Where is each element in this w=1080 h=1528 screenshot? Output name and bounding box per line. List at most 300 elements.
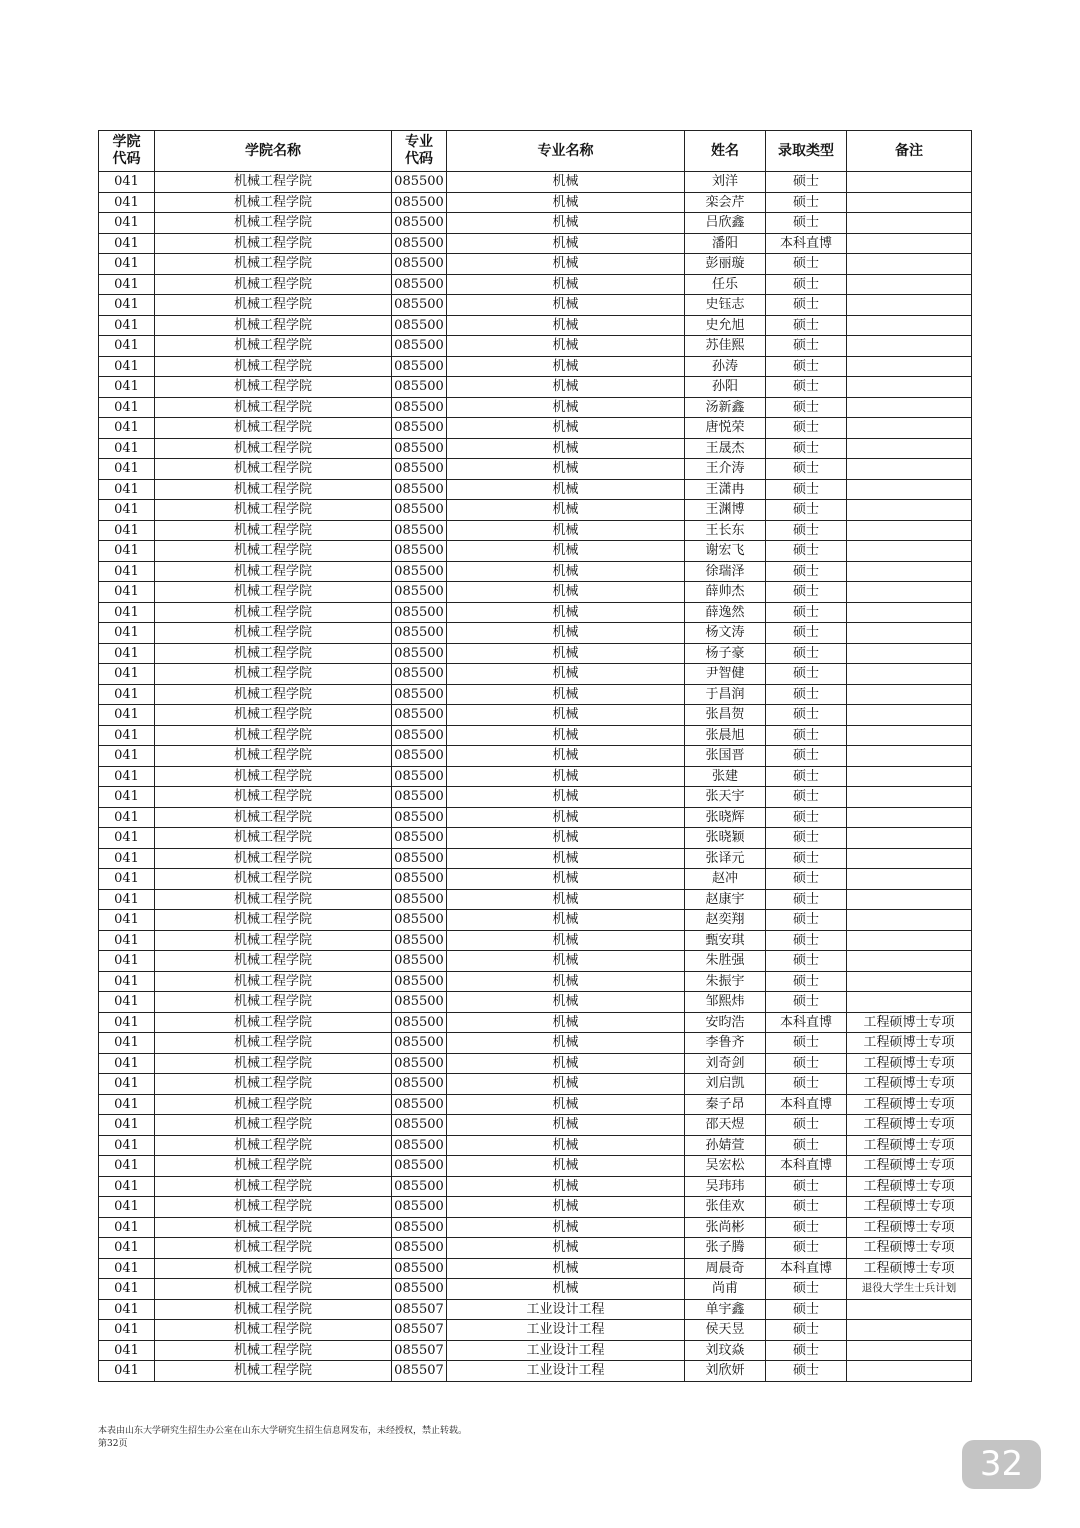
major-name-cell: 机械 xyxy=(447,541,685,562)
admission-type-cell: 硕士 xyxy=(766,1299,847,1320)
admission-type-cell: 硕士 xyxy=(766,910,847,931)
major-code-cell: 085500 xyxy=(392,807,447,828)
major-code-cell: 085500 xyxy=(392,541,447,562)
table-row xyxy=(99,623,972,644)
major-code-cell: 085500 xyxy=(392,910,447,931)
admission-type-cell: 本科直博 xyxy=(766,1156,847,1177)
student-name-cell: 史允旭 xyxy=(685,315,766,336)
major-code-cell: 085500 xyxy=(392,725,447,746)
remark-cell xyxy=(847,1320,972,1341)
major-code-cell: 085500 xyxy=(392,1197,447,1218)
college-name-cell: 机械工程学院 xyxy=(155,1094,392,1115)
college-code-cell: 041 xyxy=(99,1053,155,1074)
table-row xyxy=(99,1258,972,1279)
student-name-cell: 孙涛 xyxy=(685,356,766,377)
table-row xyxy=(99,356,972,377)
table-row xyxy=(99,951,972,972)
student-name-cell: 彭丽璇 xyxy=(685,254,766,275)
admission-type-cell: 本科直博 xyxy=(766,1012,847,1033)
student-name-cell: 孙婧萱 xyxy=(685,1135,766,1156)
admission-type-cell: 硕士 xyxy=(766,336,847,357)
college-code-cell: 041 xyxy=(99,1299,155,1320)
admission-type-cell: 硕士 xyxy=(766,787,847,808)
college-name-cell: 机械工程学院 xyxy=(155,295,392,316)
college-code-cell: 041 xyxy=(99,930,155,951)
remark-cell: 工程硕博士专项 xyxy=(847,1217,972,1238)
major-name-cell: 机械 xyxy=(447,1279,685,1300)
major-code-cell: 085500 xyxy=(392,1033,447,1054)
student-name-cell: 王介涛 xyxy=(685,459,766,480)
admission-type-cell: 硕士 xyxy=(766,213,847,234)
admission-type-cell: 硕士 xyxy=(766,869,847,890)
col-remarks xyxy=(847,131,972,172)
table-row xyxy=(99,520,972,541)
major-code-cell: 085507 xyxy=(392,1340,447,1361)
page-number-label: 第32页 xyxy=(98,1439,128,1449)
student-name-cell: 张译元 xyxy=(685,848,766,869)
college-name-cell: 机械工程学院 xyxy=(155,377,392,398)
major-code-cell: 085500 xyxy=(392,602,447,623)
college-name-cell: 机械工程学院 xyxy=(155,602,392,623)
college-code-cell: 041 xyxy=(99,664,155,685)
table-row xyxy=(99,828,972,849)
table-row xyxy=(99,971,972,992)
major-code-cell: 085500 xyxy=(392,315,447,336)
admission-type-cell: 硕士 xyxy=(766,971,847,992)
major-name-cell: 机械 xyxy=(447,1033,685,1054)
admission-type-cell: 硕士 xyxy=(766,766,847,787)
col-student-name xyxy=(685,131,766,172)
college-name-cell: 机械工程学院 xyxy=(155,1074,392,1095)
table-row xyxy=(99,233,972,254)
college-name-cell: 机械工程学院 xyxy=(155,1217,392,1238)
table-row xyxy=(99,992,972,1013)
page-number-badge: 32 xyxy=(962,1440,1041,1489)
college-code-cell: 041 xyxy=(99,1197,155,1218)
table-row xyxy=(99,315,972,336)
header-text: 录取类型 xyxy=(778,142,834,159)
remark-cell xyxy=(847,930,972,951)
major-name-cell: 机械 xyxy=(447,1238,685,1259)
college-code-cell: 041 xyxy=(99,1258,155,1279)
college-name-cell: 机械工程学院 xyxy=(155,664,392,685)
admission-type-cell: 硕士 xyxy=(766,1135,847,1156)
remark-cell xyxy=(847,807,972,828)
remark-cell xyxy=(847,295,972,316)
major-name-cell: 机械 xyxy=(447,520,685,541)
table-row xyxy=(99,295,972,316)
major-name-cell: 机械 xyxy=(447,1053,685,1074)
header-text: 专业 xyxy=(405,134,433,150)
major-name-cell: 机械 xyxy=(447,233,685,254)
major-name-cell: 机械 xyxy=(447,971,685,992)
college-name-cell: 机械工程学院 xyxy=(155,807,392,828)
admission-type-cell: 硕士 xyxy=(766,643,847,664)
major-code-cell: 085500 xyxy=(392,623,447,644)
college-name-cell: 机械工程学院 xyxy=(155,1258,392,1279)
college-code-cell: 041 xyxy=(99,233,155,254)
college-name-cell: 机械工程学院 xyxy=(155,541,392,562)
college-name-cell: 机械工程学院 xyxy=(155,1279,392,1300)
major-name-cell: 机械 xyxy=(447,1135,685,1156)
college-code-cell: 041 xyxy=(99,274,155,295)
table-row xyxy=(99,807,972,828)
student-name-cell: 刘欣妍 xyxy=(685,1361,766,1382)
header-text: 姓名 xyxy=(711,142,739,159)
remark-cell xyxy=(847,233,972,254)
college-name-cell: 机械工程学院 xyxy=(155,438,392,459)
college-name-cell: 机械工程学院 xyxy=(155,1299,392,1320)
table-row xyxy=(99,397,972,418)
student-name-cell: 杨子豪 xyxy=(685,643,766,664)
remark-cell xyxy=(847,643,972,664)
admission-type-cell: 硕士 xyxy=(766,397,847,418)
major-code-cell: 085500 xyxy=(392,356,447,377)
admission-type-cell: 硕士 xyxy=(766,192,847,213)
major-code-cell: 085500 xyxy=(392,233,447,254)
major-name-cell: 机械 xyxy=(447,315,685,336)
remark-cell xyxy=(847,438,972,459)
major-code-cell: 085500 xyxy=(392,1115,447,1136)
major-code-cell: 085500 xyxy=(392,787,447,808)
student-name-cell: 徐瑞泽 xyxy=(685,561,766,582)
table-row xyxy=(99,274,972,295)
major-name-cell: 机械 xyxy=(447,192,685,213)
major-name-cell: 机械 xyxy=(447,992,685,1013)
admission-type-cell: 硕士 xyxy=(766,623,847,644)
header-text: 专业名称 xyxy=(537,142,594,159)
remark-cell xyxy=(847,766,972,787)
admission-type-cell: 硕士 xyxy=(766,1074,847,1095)
student-name-cell: 张建 xyxy=(685,766,766,787)
admission-type-cell: 硕士 xyxy=(766,561,847,582)
college-name-cell: 机械工程学院 xyxy=(155,725,392,746)
student-name-cell: 张天宇 xyxy=(685,787,766,808)
college-name-cell: 机械工程学院 xyxy=(155,1115,392,1136)
remark-cell xyxy=(847,397,972,418)
student-name-cell: 刘启凯 xyxy=(685,1074,766,1095)
major-code-cell: 085500 xyxy=(392,1238,447,1259)
college-name-cell: 机械工程学院 xyxy=(155,889,392,910)
admission-type-cell: 硕士 xyxy=(766,725,847,746)
remark-cell xyxy=(847,213,972,234)
admission-type-cell: 硕士 xyxy=(766,1279,847,1300)
major-code-cell: 085500 xyxy=(392,766,447,787)
major-code-cell: 085507 xyxy=(392,1299,447,1320)
admission-type-cell: 硕士 xyxy=(766,541,847,562)
page-footer xyxy=(98,1425,467,1451)
college-name-cell: 机械工程学院 xyxy=(155,643,392,664)
student-name-cell: 赵康宇 xyxy=(685,889,766,910)
remark-cell xyxy=(847,889,972,910)
college-name-cell: 机械工程学院 xyxy=(155,684,392,705)
remark-cell xyxy=(847,541,972,562)
major-code-cell: 085500 xyxy=(392,643,447,664)
table-row xyxy=(99,213,972,234)
student-name-cell: 汤新鑫 xyxy=(685,397,766,418)
college-name-cell: 机械工程学院 xyxy=(155,520,392,541)
major-name-cell: 机械 xyxy=(447,479,685,500)
major-name-cell: 机械 xyxy=(447,1217,685,1238)
college-code-cell: 041 xyxy=(99,172,155,193)
remark-cell: 工程硕博士专项 xyxy=(847,1238,972,1259)
table-row xyxy=(99,192,972,213)
table-row xyxy=(99,1135,972,1156)
remark-cell xyxy=(847,172,972,193)
remark-cell xyxy=(847,623,972,644)
college-code-cell: 041 xyxy=(99,1094,155,1115)
major-code-cell: 085507 xyxy=(392,1320,447,1341)
student-name-cell: 刘奇剑 xyxy=(685,1053,766,1074)
major-name-cell: 机械 xyxy=(447,1074,685,1095)
admission-type-cell: 硕士 xyxy=(766,1320,847,1341)
major-code-cell: 085500 xyxy=(392,274,447,295)
major-code-cell: 085500 xyxy=(392,377,447,398)
admission-type-cell: 硕士 xyxy=(766,1238,847,1259)
major-name-cell: 机械 xyxy=(447,377,685,398)
major-code-cell: 085500 xyxy=(392,1053,447,1074)
major-code-cell: 085500 xyxy=(392,869,447,890)
table-row xyxy=(99,643,972,664)
major-name-cell: 工业设计工程 xyxy=(447,1361,685,1382)
college-code-cell: 041 xyxy=(99,438,155,459)
college-code-cell: 041 xyxy=(99,992,155,1013)
table-row xyxy=(99,1238,972,1259)
college-name-cell: 机械工程学院 xyxy=(155,479,392,500)
student-name-cell: 张昌贺 xyxy=(685,705,766,726)
student-name-cell: 张晓辉 xyxy=(685,807,766,828)
major-code-cell: 085507 xyxy=(392,1361,447,1382)
remark-cell: 工程硕博士专项 xyxy=(847,1156,972,1177)
admission-type-cell: 硕士 xyxy=(766,1033,847,1054)
college-name-cell: 机械工程学院 xyxy=(155,992,392,1013)
college-code-cell: 041 xyxy=(99,1320,155,1341)
remark-cell xyxy=(847,479,972,500)
major-name-cell: 机械 xyxy=(447,930,685,951)
college-name-cell: 机械工程学院 xyxy=(155,1340,392,1361)
major-name-cell: 机械 xyxy=(447,582,685,603)
admission-type-cell: 硕士 xyxy=(766,1340,847,1361)
student-name-cell: 邵天煜 xyxy=(685,1115,766,1136)
table-row xyxy=(99,766,972,787)
major-name-cell: 机械 xyxy=(447,869,685,890)
table-row xyxy=(99,1033,972,1054)
admission-type-cell: 硕士 xyxy=(766,746,847,767)
table-row xyxy=(99,602,972,623)
remark-cell xyxy=(847,520,972,541)
college-code-cell: 041 xyxy=(99,807,155,828)
admission-type-cell: 硕士 xyxy=(766,377,847,398)
college-name-cell: 机械工程学院 xyxy=(155,828,392,849)
header-text: 备注 xyxy=(895,142,923,159)
student-name-cell: 王长东 xyxy=(685,520,766,541)
admission-type-cell: 硕士 xyxy=(766,438,847,459)
college-code-cell: 041 xyxy=(99,889,155,910)
student-name-cell: 唐悦荣 xyxy=(685,418,766,439)
college-code-cell: 041 xyxy=(99,582,155,603)
major-code-cell: 085500 xyxy=(392,889,447,910)
table-row xyxy=(99,561,972,582)
major-name-cell: 机械 xyxy=(447,1094,685,1115)
major-name-cell: 机械 xyxy=(447,910,685,931)
college-name-cell: 机械工程学院 xyxy=(155,582,392,603)
student-name-cell: 安昀浩 xyxy=(685,1012,766,1033)
major-name-cell: 工业设计工程 xyxy=(447,1320,685,1341)
college-code-cell: 041 xyxy=(99,356,155,377)
college-name-cell: 机械工程学院 xyxy=(155,1176,392,1197)
major-code-cell: 085500 xyxy=(392,951,447,972)
student-name-cell: 吴宏松 xyxy=(685,1156,766,1177)
admission-type-cell: 硕士 xyxy=(766,1217,847,1238)
college-name-cell: 机械工程学院 xyxy=(155,1156,392,1177)
admission-table xyxy=(98,130,972,1382)
college-code-cell: 041 xyxy=(99,684,155,705)
table-row xyxy=(99,377,972,398)
table-row xyxy=(99,1012,972,1033)
major-name-cell: 机械 xyxy=(447,336,685,357)
admission-type-cell: 硕士 xyxy=(766,848,847,869)
college-name-cell: 机械工程学院 xyxy=(155,459,392,480)
admission-type-cell: 硕士 xyxy=(766,295,847,316)
student-name-cell: 苏佳熙 xyxy=(685,336,766,357)
student-name-cell: 刘玟焱 xyxy=(685,1340,766,1361)
college-name-cell: 机械工程学院 xyxy=(155,930,392,951)
admission-type-cell: 硕士 xyxy=(766,315,847,336)
header-text: 代码 xyxy=(112,151,141,167)
student-name-cell: 邹熙炜 xyxy=(685,992,766,1013)
major-name-cell: 工业设计工程 xyxy=(447,1299,685,1320)
major-name-cell: 机械 xyxy=(447,807,685,828)
college-code-cell: 041 xyxy=(99,315,155,336)
college-name-cell: 机械工程学院 xyxy=(155,356,392,377)
student-name-cell: 甄安琪 xyxy=(685,930,766,951)
admission-type-cell: 硕士 xyxy=(766,1176,847,1197)
student-name-cell: 侯天昱 xyxy=(685,1320,766,1341)
major-code-cell: 085500 xyxy=(392,1176,447,1197)
admission-type-cell: 硕士 xyxy=(766,930,847,951)
college-code-cell: 041 xyxy=(99,1012,155,1033)
table-row xyxy=(99,869,972,890)
remark-cell xyxy=(847,746,972,767)
college-code-cell: 041 xyxy=(99,459,155,480)
admission-type-cell: 本科直博 xyxy=(766,1258,847,1279)
student-name-cell: 张子腾 xyxy=(685,1238,766,1259)
remark-cell: 工程硕博士专项 xyxy=(847,1033,972,1054)
admission-type-cell: 硕士 xyxy=(766,705,847,726)
student-name-cell: 任乐 xyxy=(685,274,766,295)
major-name-cell: 机械 xyxy=(447,561,685,582)
admission-type-cell: 硕士 xyxy=(766,582,847,603)
major-code-cell: 085500 xyxy=(392,418,447,439)
remark-cell xyxy=(847,1340,972,1361)
table-row xyxy=(99,418,972,439)
college-code-cell: 041 xyxy=(99,602,155,623)
major-name-cell: 机械 xyxy=(447,438,685,459)
college-name-cell: 机械工程学院 xyxy=(155,561,392,582)
college-code-cell: 041 xyxy=(99,500,155,521)
college-code-cell: 041 xyxy=(99,971,155,992)
table-row xyxy=(99,746,972,767)
major-code-cell: 085500 xyxy=(392,992,447,1013)
table-row xyxy=(99,705,972,726)
college-code-cell: 041 xyxy=(99,1361,155,1382)
college-name-cell: 机械工程学院 xyxy=(155,971,392,992)
major-name-cell: 机械 xyxy=(447,828,685,849)
student-name-cell: 周晨奇 xyxy=(685,1258,766,1279)
remark-cell xyxy=(847,971,972,992)
college-code-cell: 041 xyxy=(99,377,155,398)
table-row xyxy=(99,1094,972,1115)
major-code-cell: 085500 xyxy=(392,438,447,459)
table-row xyxy=(99,336,972,357)
student-name-cell: 张国晋 xyxy=(685,746,766,767)
college-code-cell: 041 xyxy=(99,1176,155,1197)
table-row xyxy=(99,1197,972,1218)
major-name-cell: 机械 xyxy=(447,684,685,705)
admission-type-cell: 硕士 xyxy=(766,992,847,1013)
remark-cell xyxy=(847,1361,972,1382)
student-name-cell: 杨文涛 xyxy=(685,623,766,644)
table-row xyxy=(99,459,972,480)
major-name-cell: 机械 xyxy=(447,274,685,295)
admission-type-cell: 硕士 xyxy=(766,1115,847,1136)
college-name-cell: 机械工程学院 xyxy=(155,746,392,767)
major-code-cell: 085500 xyxy=(392,848,447,869)
remark-cell: 工程硕博士专项 xyxy=(847,1094,972,1115)
table-row xyxy=(99,1320,972,1341)
major-name-cell: 机械 xyxy=(447,746,685,767)
table-row xyxy=(99,438,972,459)
col-admission-type xyxy=(766,131,847,172)
remark-cell: 工程硕博士专项 xyxy=(847,1197,972,1218)
college-code-cell: 041 xyxy=(99,643,155,664)
major-name-cell: 机械 xyxy=(447,1197,685,1218)
student-name-cell: 张晨旭 xyxy=(685,725,766,746)
remark-cell xyxy=(847,459,972,480)
remark-cell: 工程硕博士专项 xyxy=(847,1053,972,1074)
major-code-cell: 085500 xyxy=(392,500,447,521)
table-row xyxy=(99,910,972,931)
admission-type-cell: 硕士 xyxy=(766,602,847,623)
college-name-cell: 机械工程学院 xyxy=(155,1197,392,1218)
admission-type-cell: 硕士 xyxy=(766,828,847,849)
remark-cell xyxy=(847,377,972,398)
college-code-cell: 041 xyxy=(99,1217,155,1238)
admission-type-cell: 硕士 xyxy=(766,418,847,439)
table-row xyxy=(99,787,972,808)
major-name-cell: 工业设计工程 xyxy=(447,1340,685,1361)
table-row xyxy=(99,664,972,685)
college-code-cell: 041 xyxy=(99,1340,155,1361)
student-name-cell: 吕欣鑫 xyxy=(685,213,766,234)
major-name-cell: 机械 xyxy=(447,1176,685,1197)
remark-cell xyxy=(847,192,972,213)
major-code-cell: 085500 xyxy=(392,213,447,234)
student-name-cell: 王渊博 xyxy=(685,500,766,521)
college-name-cell: 机械工程学院 xyxy=(155,1033,392,1054)
college-name-cell: 机械工程学院 xyxy=(155,274,392,295)
remark-cell xyxy=(847,561,972,582)
student-name-cell: 潘阳 xyxy=(685,233,766,254)
college-name-cell: 机械工程学院 xyxy=(155,254,392,275)
major-name-cell: 机械 xyxy=(447,1156,685,1177)
remark-cell xyxy=(847,582,972,603)
college-code-cell: 041 xyxy=(99,951,155,972)
major-name-cell: 机械 xyxy=(447,623,685,644)
college-code-cell: 041 xyxy=(99,787,155,808)
admission-type-cell: 本科直博 xyxy=(766,233,847,254)
admission-type-cell: 硕士 xyxy=(766,807,847,828)
